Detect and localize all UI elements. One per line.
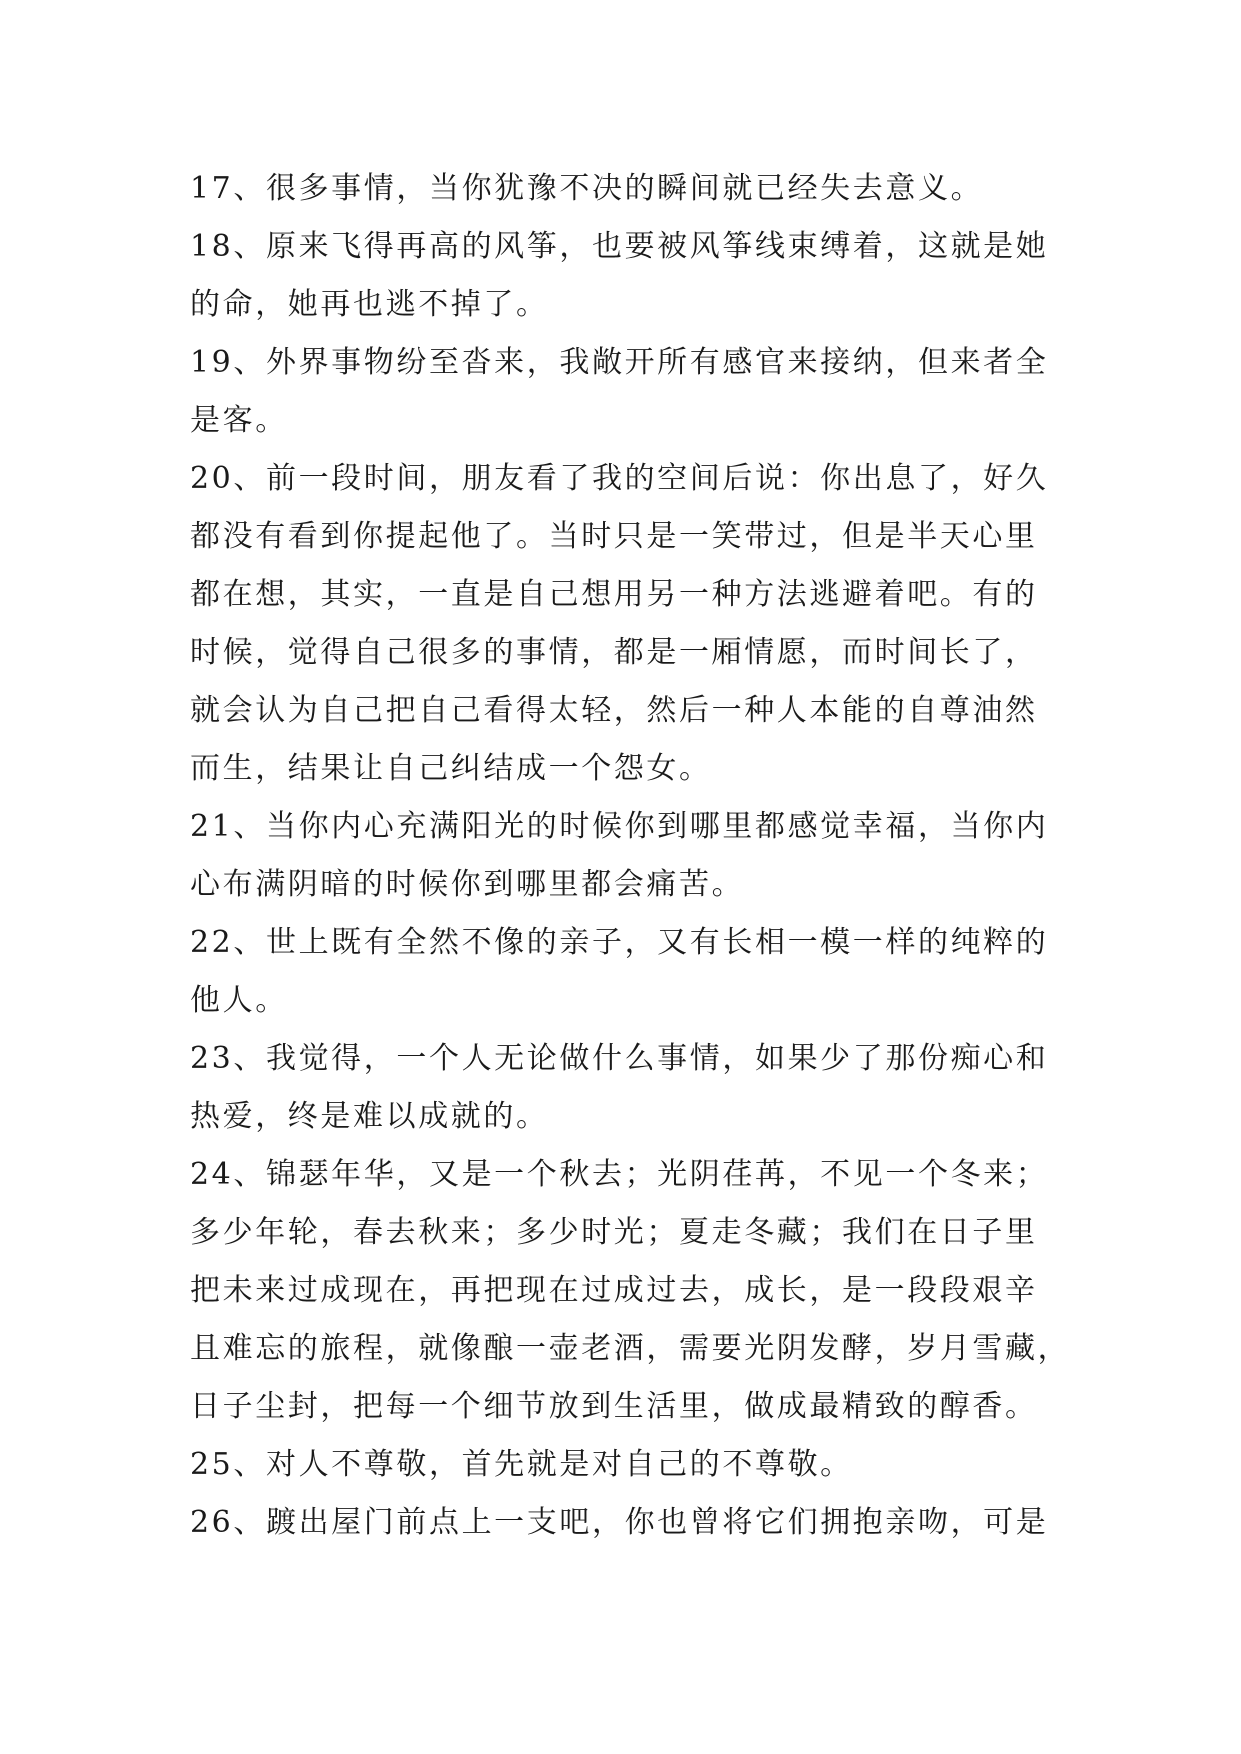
text-line: 多少年轮，春去秋来；多少时光；夏走冬藏；我们在日子里: [190, 1215, 1038, 1250]
text-line: 23、我觉得，一个人无论做什么事情，如果少了那份痴心和: [190, 1041, 1049, 1076]
document-body: [190, 160, 1070, 1552]
text-line: 18、原来飞得再高的风筝，也要被风筝线束缚着，这就是她: [190, 229, 1049, 264]
text-line: 日子尘封，把每一个细节放到生活里，做成最精致的醇香。: [190, 1389, 1038, 1424]
text-line: 心布满阴暗的时候你到哪里都会痛苦。: [190, 867, 745, 902]
text-line: 都在想，其实，一直是自己想用另一种方法逃避着吧。有的: [190, 577, 1038, 612]
text-line: 26、踱出屋门前点上一支吧，你也曾将它们拥抱亲吻，可是: [190, 1505, 1049, 1540]
text-line: 都没有看到你提起他了。当时只是一笑带过，但是半天心里: [190, 519, 1038, 554]
text-line: 的命，她再也逃不掉了。: [190, 287, 549, 322]
text-line: 且难忘的旅程，就像酿一壶老酒，需要光阴发酵，岁月雪藏，: [190, 1331, 1071, 1366]
text-line: 21、当你内心充满阳光的时候你到哪里都感觉幸福，当你内: [190, 809, 1049, 844]
text-line: 25、对人不尊敬，首先就是对自己的不尊敬。: [190, 1447, 853, 1482]
text-line: 22、世上既有全然不像的亲子，又有长相一模一样的纯粹的: [190, 925, 1049, 960]
text-line: 而生，结果让自己纠结成一个怨女。: [190, 751, 712, 786]
text-line: 就会认为自己把自己看得太轻，然后一种人本能的自尊油然: [190, 693, 1038, 728]
text-line: 是客。: [190, 403, 288, 438]
text-line: 19、外界事物纷至沓来，我敞开所有感官来接纳，但来者全: [190, 345, 1049, 380]
text-line: 20、前一段时间，朋友看了我的空间后说：你出息了，好久: [190, 461, 1049, 496]
text-line: 时候，觉得自己很多的事情，都是一厢情愿，而时间长了，: [190, 635, 1038, 670]
text-line: 他人。: [190, 983, 288, 1018]
text-line: 把未来过成现在，再把现在过成过去，成长，是一段段艰辛: [190, 1273, 1038, 1308]
text-line: 24、锦瑟年华，又是一个秋去；光阴荏苒，不见一个冬来；: [190, 1157, 1049, 1192]
text-line: 17、很多事情，当你犹豫不决的瞬间就已经失去意义。: [190, 171, 984, 206]
text-line: 热爱，终是难以成就的。: [190, 1099, 549, 1134]
